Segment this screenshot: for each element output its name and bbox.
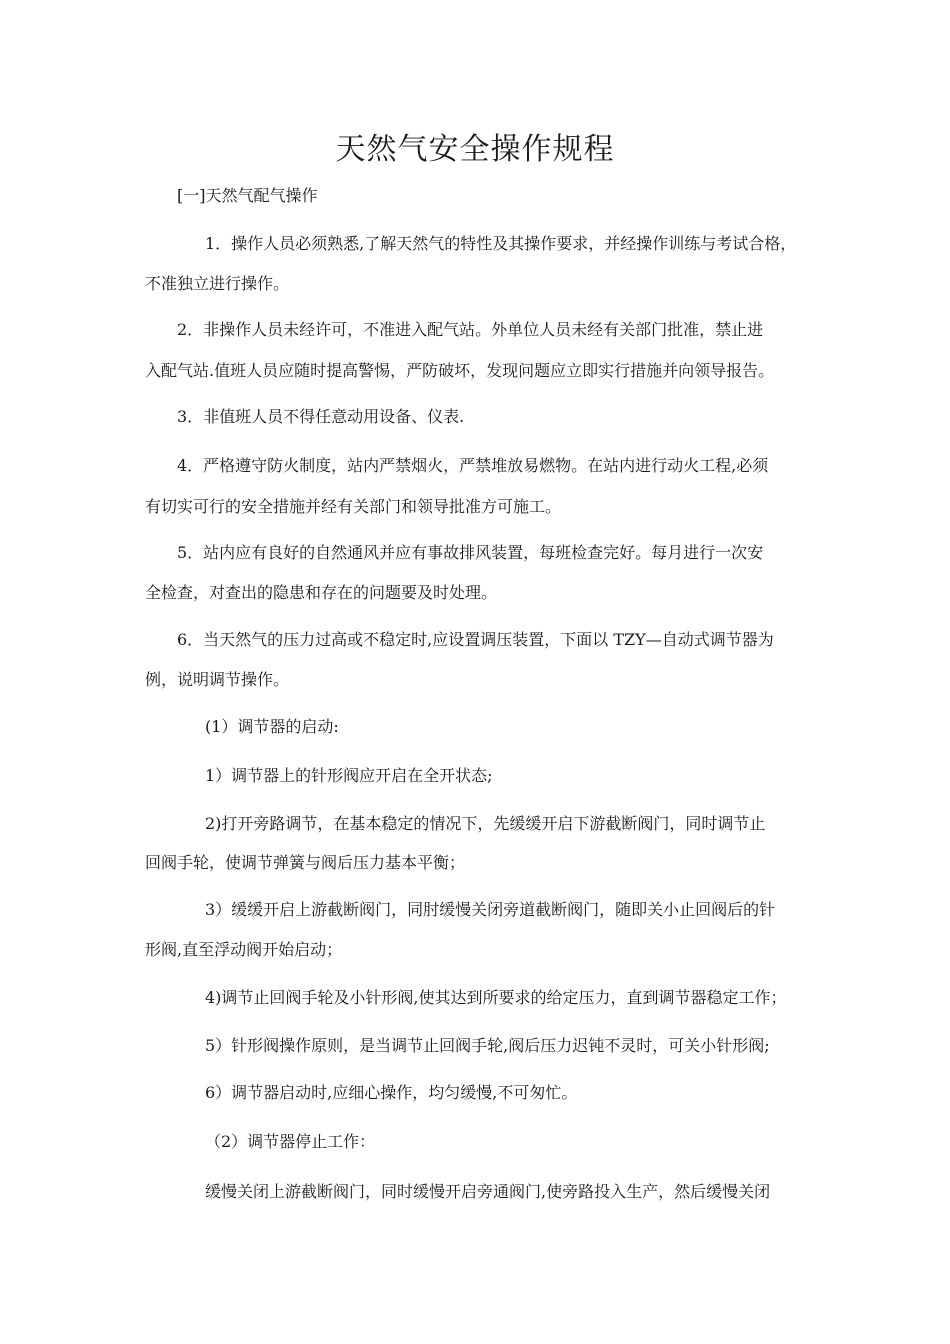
item-2-line-1: 2．非操作人员未经许可，不准进入配气站。外单位人员未经有关部门批准，禁止进: [177, 320, 764, 339]
item-3-line-1: 3．非值班人员不得任意动用设备、仪表.: [177, 407, 465, 426]
shutdown-heading: （2）调节器停止工作：: [205, 1132, 376, 1151]
item-2-line-2: 入配气站.值班人员应随时提高警惕，严防破坏，发现问题应立即实行措施并向领导报告。: [145, 361, 775, 380]
startup-step-6: 6）调节器启动时,应细心操作，均匀缓慢,不可匆忙。: [205, 1083, 578, 1102]
item-5-line-2: 全检查，对查出的隐患和存在的问题要及时处理。: [145, 583, 498, 602]
startup-step-1: 1）调节器上的针形阀应开启在全开状态;: [205, 766, 493, 785]
item-6-line-2: 例，说明调节操作。: [145, 670, 290, 689]
startup-heading: (1）调节器的启动:: [205, 717, 339, 736]
startup-step-3-line-1: 3）缓缓开启上游截断阀门，同肘缓慢关闭旁道截断阀门，随即关小止回阀后的针: [205, 900, 776, 919]
startup-step-2-line-2: 回阀手轮，使调节弹簧与阀后压力基本平衡；: [145, 853, 466, 872]
item-4-line-2: 有切实可行的安全措施并经有关部门和领导批准方可施工。: [145, 497, 562, 516]
startup-step-2-line-1: 2)打开旁路调节，在基本稳定的情况下，先缓缓开启下游截断阀门，同时调节止: [205, 814, 766, 833]
shutdown-paragraph-line-1: 缓慢关闭上游截断阀门，同时缓慢开启旁通阀门,使旁路投入生产，然后缓慢关闭: [205, 1182, 771, 1201]
item-1-line-1: 1．操作人员必须熟悉,了解天然气的特性及其操作要求，并经操作训练与考试合格，: [205, 234, 797, 253]
item-4-line-1: 4．严格遵守防火制度，站内严禁烟火，严禁堆放易燃物。在站内进行动火工程,必须: [177, 456, 769, 475]
section-heading: [一]天然气配气操作: [177, 186, 318, 205]
startup-step-5: 5）针形阀操作原则，是当调节止回阀手轮,阀后压力迟钝不灵时，可关小针形阀;: [205, 1036, 770, 1055]
item-1-line-2: 不准独立进行操作。: [145, 274, 290, 293]
startup-step-4: 4)调节止回阀手轮及小针形阀,使其达到所要求的给定压力，直到调节器稳定工作；: [205, 988, 787, 1007]
startup-step-3-line-2: 形阀,直至浮动阀开始启动；: [145, 940, 343, 959]
document-title: 天然气安全操作规程: [335, 132, 615, 167]
item-6-line-1: 6．当天然气的压力过高或不稳定时,应设置调压装置，下面以 TZY—自动式调节器为: [177, 630, 774, 649]
item-5-line-1: 5．站内应有良好的自然通风并应有事故排风装置，每班检查完好。每月进行一次安: [177, 543, 764, 562]
